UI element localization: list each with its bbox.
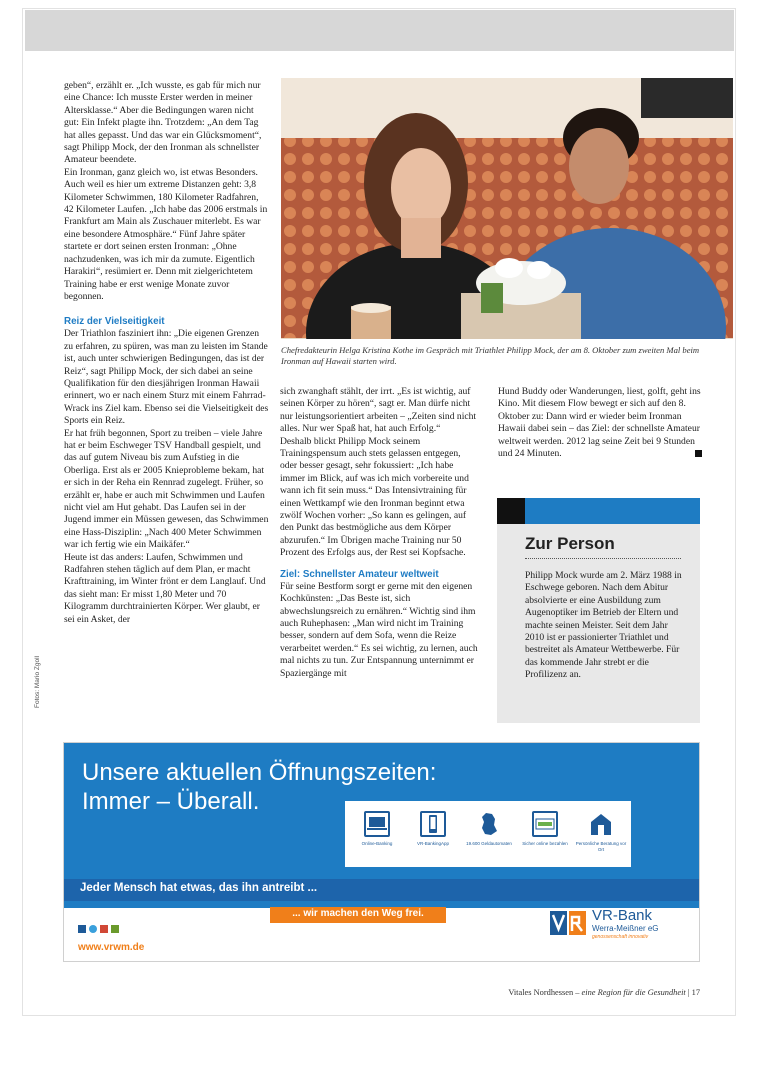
ad-headline-line-1: Unsere aktuellen Öffnungszeiten:	[82, 759, 437, 786]
paragraph: Deshalb blickt Philipp Mock seinem Trainingspensum auch stets gelassen entgegen, oder besser gesagt, sehr fokussiert: „Ich habe immer im Blick, auf was ich mich vorbereite und wann ich fit sein muss.“ Das Intensivtraining für einen Wettkampf wie den Ironman beginnt etwa zwölf Wochen vorher: „So kann es gelingen, auf den Punkt das bestmögliche aus dem Körper abzurufen.“ Im Übrigen mache Training nur 50 Prozent des Erfolgs aus, der Rest sei Kopfsache.	[280, 435, 469, 559]
social-icons[interactable]	[78, 925, 119, 936]
service-paydirekt	[519, 811, 571, 847]
bank-subname: Werra-Meißner eG	[592, 924, 659, 933]
article-column-1	[64, 80, 270, 626]
paragraph: Der Triathlon fasziniert ihn: „Die eigenen Grenzen zu erfahren, zu spüren, was man zu leisten im Stande ist, auch unter schwierigen Bedingungen, das ist der Reiz“, sagt Philipp Mock, der sich dabei an seine Qualifikation für den diesjährigen Ironman Hawaii erinnert, wo er nach einem Sturz mit einem Fahrrad-Wrack ins Ziel kam. Ebenso sei die Vielseitigkeit des Sports ein Reiz.	[64, 328, 269, 427]
paragraph: sich zwanghaft stählt, der irrt. „Es ist wichtig, auf seinen Körper zu hören“, sagt er. Man dürfe nicht nur leistungsorientiert arbeiten – „Zeiten sind nicht alles. Nur wer Spaß hat, hat auch Erfolg.“	[280, 386, 477, 435]
service-label: Online-Banking	[361, 841, 393, 846]
service-label: 19.600 Geldautomaten	[466, 841, 512, 846]
bank-tagline: genossenschaft innovativ	[592, 934, 649, 940]
ad-slogan: ... wir machen den Weg frei.	[292, 908, 424, 919]
page-number: 17	[691, 988, 700, 997]
person-box-divider	[525, 558, 681, 559]
subheading-ziel: Ziel: Schnellster Amateur weltweit	[280, 568, 439, 580]
bank-advertisement[interactable]	[63, 742, 700, 962]
magazine-subtitle: – eine Region für die Gesundheit	[575, 988, 686, 997]
bank-branch-icon	[588, 811, 614, 837]
person-box-tab	[497, 498, 525, 524]
person-box-bar	[497, 498, 700, 524]
service-branch	[575, 811, 627, 852]
magazine-name: Vitales Nordhessen	[508, 988, 574, 997]
article-column-2	[280, 386, 478, 680]
paragraph: Für seine Bestform sorgt er gerne mit den eigenen Kochkünsten: „Das Beste ist, sich abwechslungsreich zu ernähren.“ Wichtig sind ihm auch Ruhephasen: „Man wird nicht im Training besser, sondern auf dem Sofa, wenn die Reize verarbeitet werden.“ Es sei wichtig, zu lernen, auch mal nichts zu tun. Zur Entspannung unternimmt er Spaziergänge mit	[280, 580, 478, 679]
paydirekt-icon	[532, 811, 558, 837]
service-label: Sicher online bezahlen	[522, 841, 568, 846]
service-label: VR-BankingApp	[416, 841, 450, 846]
article-column-3	[498, 386, 702, 460]
interview-photo	[281, 78, 733, 339]
subheading-vielseitigkeit: Reiz der Vielseitigkeit	[64, 316, 165, 328]
service-label: Persönliche Beratung vor Ort	[575, 841, 627, 852]
paragraph: geben“, erzählt er. „Ich wusste, es gab für mich nur eine Chance: Ich musste Erster werden in meiner Altersklasse.“ Aber die Bedingungen waren nicht gut: Ein Infekt plagte ihn. Trotzdem: „An dem Tag hat alles gepasst. Und das war ein Glücksmoment“, sagt Philipp Mock, der den Ironman als schnellster Amateur beendete.	[64, 80, 262, 166]
ad-website-link[interactable]: www.vrwm.de	[78, 942, 145, 953]
footer-separator: |	[687, 988, 692, 997]
person-info-box	[497, 498, 700, 723]
germany-map-icon	[476, 811, 502, 837]
photo-illustration	[281, 78, 733, 339]
ad-headline-line-2: Immer – Überall.	[82, 788, 260, 815]
smartphone-icon	[420, 811, 446, 837]
laptop-icon	[364, 811, 390, 837]
service-atms	[463, 811, 515, 847]
service-banking-app	[407, 811, 459, 847]
person-box-text: Philipp Mock wurde am 2. März 1988 in Eschwege geboren. Nach dem Abitur absolvierte er eine Ausbildung zum Augenoptiker im Betrieb der Eltern und machte seinen Meister. Seit dem Jahr 2010 ist er passionierter Triathlet und bestreitet als Amateur Wettbewerbe. Für das kommende Jahr strebt er die Profilizenz an.	[525, 570, 682, 681]
vr-bank-logo-icon	[550, 911, 586, 935]
person-box-title: Zur Person	[525, 534, 615, 553]
xing-icon[interactable]	[111, 925, 119, 933]
ad-tagline: Jeder Mensch hat etwas, das ihn antreibt ...	[80, 882, 318, 894]
page-footer	[300, 988, 700, 997]
paragraph	[498, 386, 702, 460]
photo-caption: Chefredakteurin Helga Kristina Kothe im Gespräch mit Triathlet Philipp Mock, der am 8. Oktober zum zweiten Mal beim Ironman auf Hawaii starten wird.	[281, 345, 700, 366]
bank-name: VR-Bank	[592, 907, 653, 924]
photo-credit: Fotos: Mario Zgoll	[34, 655, 41, 708]
service-online-banking	[351, 811, 403, 847]
ad-services-panel	[345, 801, 631, 867]
facebook-icon[interactable]	[78, 925, 86, 933]
header-band	[25, 10, 734, 51]
google-plus-icon[interactable]	[100, 925, 108, 933]
paragraph: Ein Ironman, ganz gleich wo, ist etwas Besonders. Auch weil es hier um extreme Distanzen geht: 3,8 Kilometer Schwimmen, 180 Kilometer Radfahren, 42 Kilometer Laufen. „Ich habe das 2006 erstmals in Frankfurt am Main als Zuschauer miterlebt. Es war eine besondere Atmosphäre.“ Fünf Jahre später startete er dort seinen ersten Ironman: „Ohne nachzudenken, was ich mir da zumute. Eigentlich Harakiri“, resümiert er. Denn mit zielgerichtetem Training habe er erst wenige Monate zuvor begonnen.	[64, 166, 268, 302]
paragraph: Er hat früh begonnen, Sport zu treiben – viele Jahre hat er beim Eschweger TSV Handball gespielt, und das auf gutem Niveau bis zum Aufstieg in die Oberliga. Erst als er 2005 Knieprobleme bekam, hat er sich in der Reha ein Rennrad zugelegt. Früher, so erzählt er, habe er auch mit Schwimmen und Laufen nicht viel am Hut gehabt. Das Laufen sei in der Jugend immer ein Müssen gewesen, das Schwimmen eine Hass-Disziplin: „Nach 400 Meter Schwimmen war ich fertig wie ein Maikäfer.“	[64, 427, 269, 551]
twitter-icon[interactable]	[89, 925, 97, 933]
paragraph-text: Hund Buddy oder Wanderungen, liest, golft, geht ins Kino. Mit diesem Flow bewegt er sich auf den 8. Oktober zu: Dann wird er wieder beim Ironman Hawaii dabei sein – das Ziel: der schnellste Amateur weltweit werden. 2012 lag seine Zeit bei 9 Stunden und 24 Minuten.	[498, 386, 701, 460]
end-of-article-mark	[695, 450, 702, 457]
paragraph: Heute ist das anders: Laufen, Schwimmen und Radfahren stehen täglich auf dem Plan, er macht Krafttraining, im Winter frönt er dem Langlauf. Und das sieht man: Er misst 1,80 Meter und 70 Kilogramm durchtrainierten Körper. Wer glaubt, er sei ein Asket, der	[64, 551, 266, 625]
